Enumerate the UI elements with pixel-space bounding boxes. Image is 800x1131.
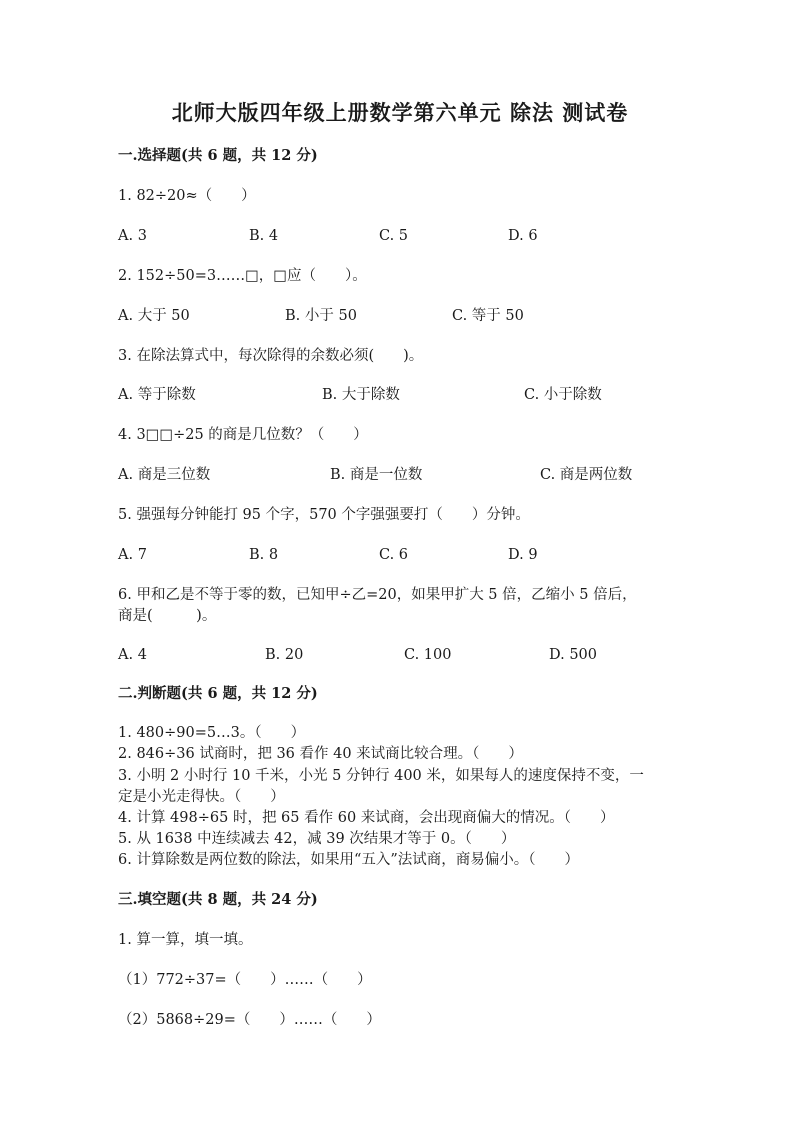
option-c: C. 商是两位数 [540, 467, 633, 483]
option-c: C. 5 [379, 228, 409, 244]
judgment-item-continued: 定是小光走得快。（ ） [118, 789, 285, 805]
option-b: B. 8 [249, 547, 279, 563]
option-b: B. 小于 50 [285, 308, 357, 324]
option-c: C. 6 [379, 547, 409, 563]
section-heading: 二.判断题(共 6 题，共 12 分) [118, 685, 318, 702]
option-a: A. 大于 50 [118, 308, 190, 324]
section-heading: 一.选择题(共 6 题，共 12 分) [118, 147, 318, 164]
option-a: A. 7 [118, 547, 147, 563]
option-a: A. 3 [118, 228, 147, 244]
option-a: A. 等于除数 [118, 387, 196, 403]
option-d: D. 6 [508, 228, 538, 244]
section-heading: 三.填空题(共 8 题，共 24 分) [118, 891, 318, 908]
option-c: C. 小于除数 [524, 387, 602, 403]
fill-subitem: （2）5868÷29=（ ）……（ ） [118, 1012, 381, 1028]
fill-item: 1. 算一算，填一填。 [118, 932, 253, 948]
option-b: B. 4 [249, 228, 279, 244]
option-b: B. 大于除数 [322, 387, 400, 403]
question-stem: 4. 3□□÷25 的商是几位数？（ ） [118, 427, 368, 443]
option-c: C. 等于 50 [452, 308, 524, 324]
question-stem: 1. 82÷20≈（ ） [118, 188, 256, 204]
option-c: C. 100 [404, 647, 452, 663]
option-d: D. 500 [549, 647, 598, 663]
judgment-item: 1. 480÷90=5…3。（ ） [118, 725, 306, 741]
question-stem: 6. 甲和乙是不等于零的数，已知甲÷乙=20，如果甲扩大 5 倍，乙缩小 5 倍后， [118, 587, 637, 603]
question-stem: 5. 强强每分钟能打 95 个字，570 个字强强要打（ ）分钟。 [118, 507, 530, 523]
option-b: B. 商是一位数 [330, 467, 423, 483]
fill-subitem: （1）772÷37=（ ）……（ ） [118, 972, 372, 988]
option-a: A. 4 [118, 647, 147, 663]
question-stem: 3. 在除法算式中，每次除得的余数必须( )。 [118, 348, 424, 364]
page-title: 北师大版四年级上册数学第六单元 除法 测试卷 [171, 100, 629, 125]
judgment-item: 5. 从 1638 中连续减去 42，减 39 次结果才等于 0。（ ） [118, 831, 516, 847]
judgment-item: 3. 小明 2 小时行 10 千米，小光 5 分钟行 400 米，如果每人的速度保持不变，一 [118, 768, 644, 784]
judgment-item: 4. 计算 498÷65 时，把 65 看作 60 来试商，会出现商偏大的情况。（ ） [118, 810, 615, 826]
option-a: A. 商是三位数 [118, 467, 211, 483]
option-d: D. 9 [508, 547, 538, 563]
question-stem-continued: 商是( )。 [118, 608, 217, 624]
question-stem: 2. 152÷50=3……□，□应（ ）。 [118, 268, 367, 284]
judgment-item: 2. 846÷36 试商时，把 36 看作 40 来试商比较合理。（ ） [118, 746, 523, 762]
judgment-item: 6. 计算除数是两位数的除法，如果用“五入”法试商，商易偏小。（ ） [118, 852, 580, 868]
option-b: B. 20 [265, 647, 304, 663]
